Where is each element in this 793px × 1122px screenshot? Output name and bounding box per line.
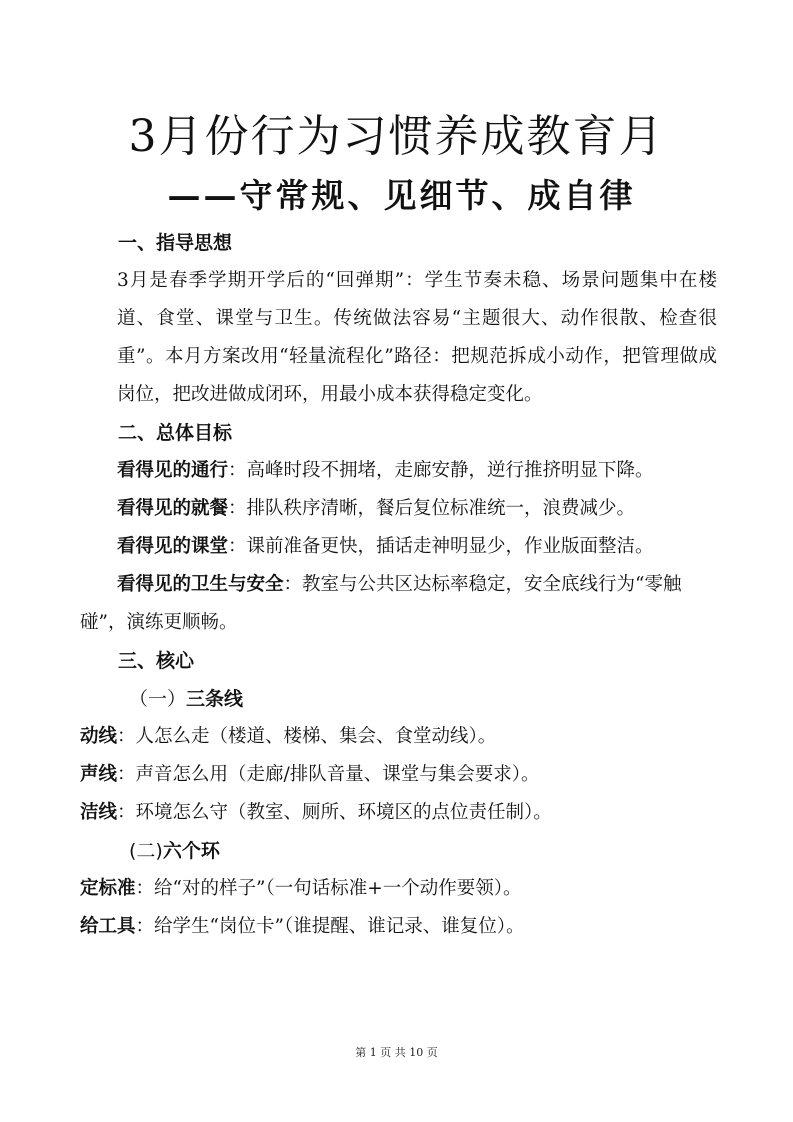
goal-sep: ： [283, 574, 303, 595]
goal-text: 课前准备更快，插话走神明显少，作业版面整洁。 [246, 536, 654, 557]
line-key: 洁线 [80, 802, 118, 823]
line-key: 声线 [80, 764, 118, 785]
line-text: 声音怎么用（走廊/排队音量、课堂与集会要求）。 [135, 764, 540, 785]
guiding-paragraph-text: 3月是春季学期开学后的“回弹期”：学生节奏未稳、场景问题集中在楼道、食堂、课堂与卫生。传统做法容易“主题很大、动作很散、检查很重”。本月方案改用“轻量流程化”路径：把规范拆成小动作，把管理做成岗位，把改进做成闭环，用最小成本获得稳定变化。 [117, 270, 717, 405]
ring-item [80, 870, 717, 908]
subsection-heading-six-rings [117, 832, 717, 870]
line-sep: ： [117, 726, 136, 747]
goal-sep: ： [228, 460, 247, 481]
subsection-number: (二) [129, 840, 163, 862]
section-heading-guiding: 一、指导思想 [118, 232, 233, 254]
goal-item [117, 528, 717, 566]
subsection-label: 六个环 [162, 840, 220, 862]
ring-sep: ： [135, 878, 155, 899]
line-item [80, 794, 717, 832]
goal-key: 看得见的就餐 [117, 498, 229, 519]
line-text: 环境怎么守（教室、厕所、环境区的点位责任制）。 [135, 802, 552, 823]
goal-text: 教室与公共区达标率稳定，安全底线行为“零触碰”，演练更顺畅。 [80, 574, 682, 633]
line-key: 动线 [80, 726, 118, 747]
page-footer: 第 1 页 共 10 页 [355, 1046, 438, 1059]
line-item [80, 756, 717, 794]
section-heading-core: 三、核心 [118, 650, 195, 672]
ring-item [80, 908, 717, 946]
ring-key: 给工具 [80, 916, 136, 937]
ring-text: 给“对的样子”（一句话标准+一个动作要领）。 [154, 878, 522, 899]
guiding-paragraph [117, 262, 717, 414]
subsection-number: （一） [129, 688, 187, 710]
ring-sep: ： [135, 916, 155, 937]
line-sep: ： [117, 802, 136, 823]
goal-text: 排队秩序清晰，餐后复位标准统一，浪费减少。 [246, 498, 636, 519]
page-title: 3月份行为习惯养成教育月 [128, 111, 665, 162]
goal-sep: ： [228, 536, 247, 557]
goal-key: 看得见的通行 [117, 460, 229, 481]
goal-item [80, 566, 717, 642]
goal-key: 看得见的卫生与安全 [117, 574, 284, 595]
goal-text: 高峰时段不拥堵，走廊安静，逆行推挤明显下降。 [246, 460, 654, 481]
section-heading-goals: 二、总体目标 [118, 422, 233, 444]
document-body [80, 224, 717, 946]
goal-item [117, 490, 717, 528]
page-subtitle: ——守常规、见细节、成自律 [167, 176, 636, 215]
goal-key: 看得见的课堂 [117, 536, 229, 557]
line-item [80, 718, 717, 756]
goal-item [117, 452, 717, 490]
subsection-heading-three-lines [117, 680, 717, 718]
line-sep: ： [117, 764, 136, 785]
ring-key: 定标准 [80, 878, 136, 899]
ring-text: 给学生“岗位卡”（谁提醒、谁记录、谁复位）。 [154, 916, 525, 937]
line-text: 人怎么走（楼道、楼梯、集会、食堂动线）。 [135, 726, 497, 747]
goal-sep: ： [228, 498, 247, 519]
subsection-label: 三条线 [186, 688, 244, 710]
